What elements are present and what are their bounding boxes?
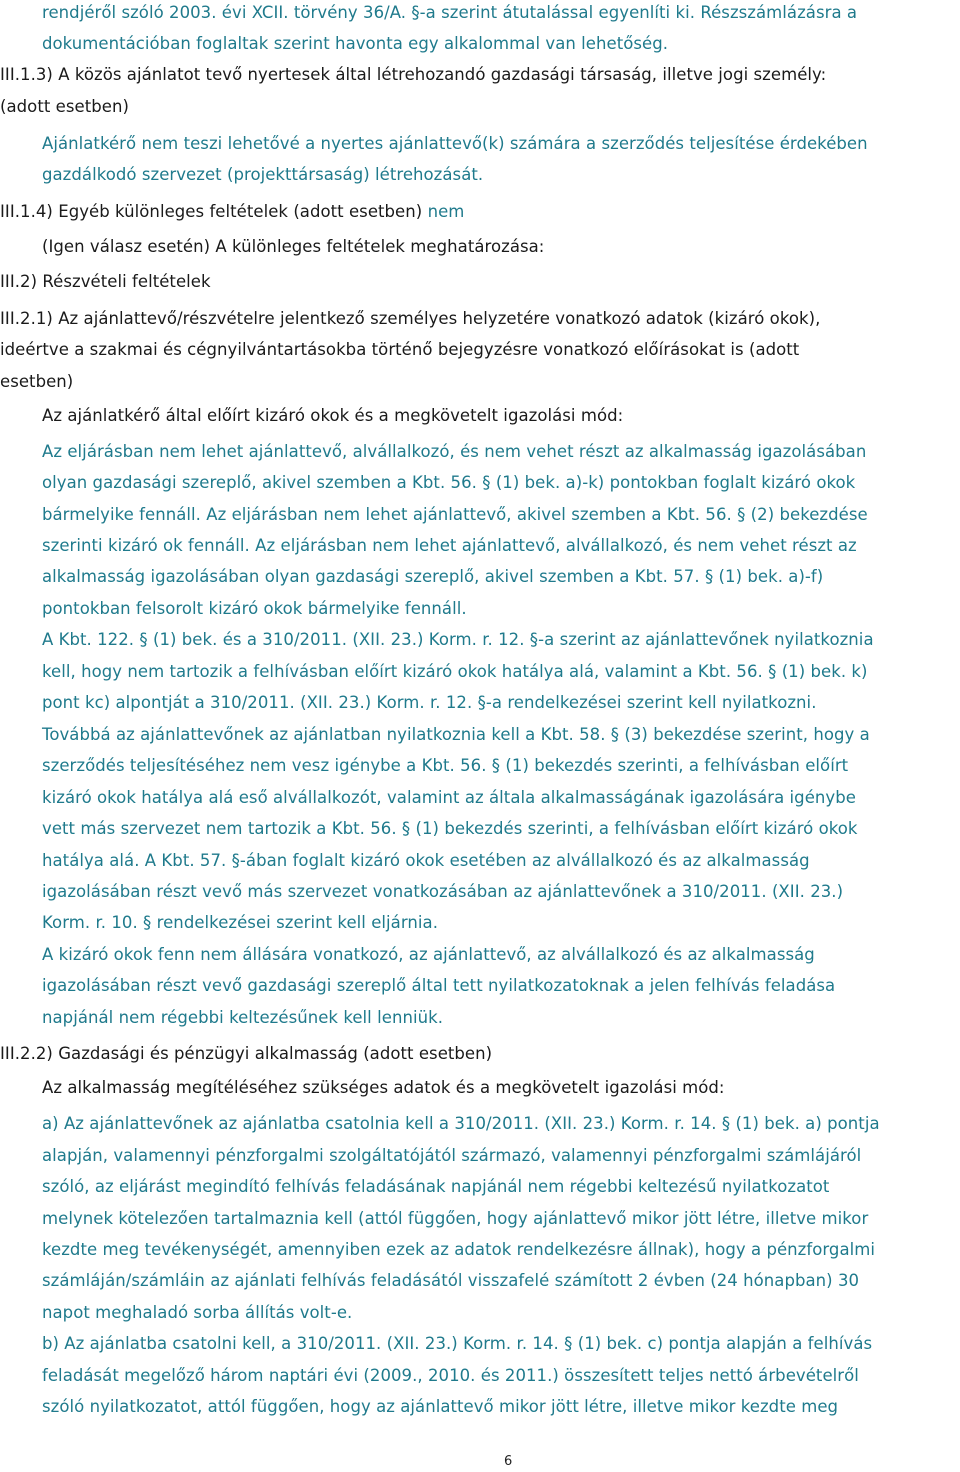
body-line: hatálya alá. A Kbt. 57. §-ában foglalt kizáró okok esetében az alvállalkozó és az alkalmasság xyxy=(42,851,810,870)
section-heading-iii-2-1: III.2.1) Az ajánlattevő/részvételre jelentkező személyes helyzetére vonatkozó adatok (kizáró okok), xyxy=(0,309,821,328)
body-line: Az eljárásban nem lehet ajánlattevő, alvállalkozó, és nem vehet részt az alkalmasság igazolásában xyxy=(42,442,867,461)
body-line: alapján, valamennyi pénzforgalmi szolgáltatójától származó, valamennyi pénzforgalmi számlájáról xyxy=(42,1146,862,1165)
body-line: szóló, az eljárást megindító felhívás feladásának napjánál nem régebbi keltezésű nyilatkozatot xyxy=(42,1177,830,1196)
section-answer: Ajánlatkérő nem teszi lehetővé a nyertes ajánlattevő(k) számára a szerződés teljesítése érdekében xyxy=(42,134,868,153)
body-line: számláján/számláin az ajánlati felhívás feladásától visszafelé számított 2 évben (24 hónapban) 30 xyxy=(42,1271,860,1290)
section-subheading: (Igen válasz esetén) A különleges feltételek meghatározása: xyxy=(42,237,545,256)
section-heading-iii-1-3: (adott esetben) xyxy=(0,97,129,116)
body-line: b) Az ajánlatba csatolni kell, a 310/2011. (XII. 23.) Korm. r. 14. § (1) bek. c) pontja alapján a felhívás xyxy=(42,1334,873,1353)
section-answer: gazdálkodó szervezet (projekttársaság) létrehozását. xyxy=(42,165,484,184)
body-line: szerződés teljesítéséhez nem vesz igénybe a Kbt. 56. § (1) bekezdés szerinti, a felhívásban előírt xyxy=(42,756,849,775)
section-heading-iii-2-1: esetben) xyxy=(0,372,74,391)
body-line: pont kc) alpontját a 310/2011. (XII. 23.) Korm. r. 12. §-a rendelkezései szerint kell nyilatkozni. xyxy=(42,693,817,712)
body-line: pontokban felsorolt kizáró okok bármelyike fennáll. xyxy=(42,599,467,618)
body-line: A Kbt. 122. § (1) bek. és a 310/2011. (XII. 23.) Korm. r. 12. §-a szerint az ajánlattevőnek nyilatkoznia xyxy=(42,630,874,649)
heading-value: nem xyxy=(427,202,465,221)
body-line: olyan gazdasági szereplő, akivel szemben a Kbt. 56. § (1) bek. a)-k) pontokban foglalt kizáró okok xyxy=(42,473,856,492)
section-heading-iii-1-4 xyxy=(0,202,464,222)
body-line: Korm. r. 10. § rendelkezései szerint kell eljárnia. xyxy=(42,913,438,932)
body-line: Továbbá az ajánlattevőnek az ajánlatban nyilatkoznia kell a Kbt. 58. § (3) bekezdése szerint, hogy a xyxy=(42,725,870,744)
body-line: igazolásában részt vevő más szervezet vonatkozásában az ajánlattevőnek a 310/2011. (XII. 23.) xyxy=(42,882,844,901)
body-line: napjánál nem régebbi keltezésűnek kell lenniük. xyxy=(42,1008,444,1027)
body-line: alkalmasság igazolásában olyan gazdasági szereplő, akivel szemben a Kbt. 57. § (1) bek. a)-f) xyxy=(42,567,824,586)
section-subheading: Az ajánlatkérő által előírt kizáró okok és a megkövetelt igazolási mód: xyxy=(42,406,624,425)
body-line: a) Az ajánlattevőnek az ajánlatba csatolnia kell a 310/2011. (XII. 23.) Korm. r. 14. § (1) bek. a) pontja xyxy=(42,1114,880,1133)
body-line: vett más szervezet nem tartozik a Kbt. 56. § (1) bekezdés szerinti, a felhívásban előírt kizáró okok xyxy=(42,819,858,838)
body-line: feladását megelőző három naptári évi (2009., 2010. és 2011.) összesített teljes nettó árbevételről xyxy=(42,1366,859,1385)
section-heading-iii-2: III.2) Részvételi feltételek xyxy=(0,272,211,291)
body-line: szerinti kizáró ok fennáll. Az eljárásban nem lehet ajánlattevő, alvállalkozó, és nem vehet részt az xyxy=(42,536,857,555)
intro-line: rendjéről szóló 2003. évi XCII. törvény 36/A. §-a szerint átutalással egyenlíti ki. Részszámlázásra a xyxy=(42,3,858,22)
body-line: kezdte meg tevékenységét, amennyiben ezek az adatok rendelkezésre állnak), hogy a pénzforgalmi xyxy=(42,1240,876,1259)
body-line: kizáró okok hatálya alá eső alvállalkozót, valamint az általa alkalmasságának igazolására igénybe xyxy=(42,788,856,807)
section-heading-iii-2-2: III.2.2) Gazdasági és pénzügyi alkalmasság (adott esetben) xyxy=(0,1044,493,1063)
heading-label: III.1.4) Egyéb különleges feltételek (adott esetben) xyxy=(0,202,428,221)
body-line: bármelyike fennáll. Az eljárásban nem lehet ajánlattevő, akivel szemben a Kbt. 56. § (2) bekezdése xyxy=(42,505,868,524)
intro-line: dokumentációban foglaltak szerint havonta egy alkalommal van lehetőség. xyxy=(42,34,669,53)
body-line: napot meghaladó sorba állítás volt-e. xyxy=(42,1303,353,1322)
body-line: kell, hogy nem tartozik a felhívásban előírt kizáró okok hatálya alá, valamint a Kbt. 56. § (1) bek. k) xyxy=(42,662,868,681)
section-subheading: Az alkalmasság megítéléséhez szükséges adatok és a megkövetelt igazolási mód: xyxy=(42,1078,725,1097)
body-line: A kizáró okok fenn nem állására vonatkozó, az ajánlattevő, az alvállalkozó és az alkalmasság xyxy=(42,945,815,964)
body-line: melynek kötelezően tartalmaznia kell (attól függően, hogy ajánlattevő mikor jött létre, illetve mikor xyxy=(42,1209,869,1228)
body-line: igazolásában részt vevő gazdasági szereplő által tett nyilatkozatoknak a jelen felhívás feladása xyxy=(42,976,836,995)
body-line: szóló nyilatkozatot, attól függően, hogy az ajánlattevő mikor jött létre, illetve mikor kezdte meg xyxy=(42,1397,839,1416)
section-heading-iii-1-3: III.1.3) A közös ajánlatot tevő nyertesek által létrehozandó gazdasági társaság, illetve jogi személy: xyxy=(0,65,827,84)
section-heading-iii-2-1: ideértve a szakmai és cégnyilvántartásokba történő bejegyzésre vonatkozó előírásokat is (adott xyxy=(0,340,800,359)
page-number: 6 xyxy=(504,1454,513,1469)
